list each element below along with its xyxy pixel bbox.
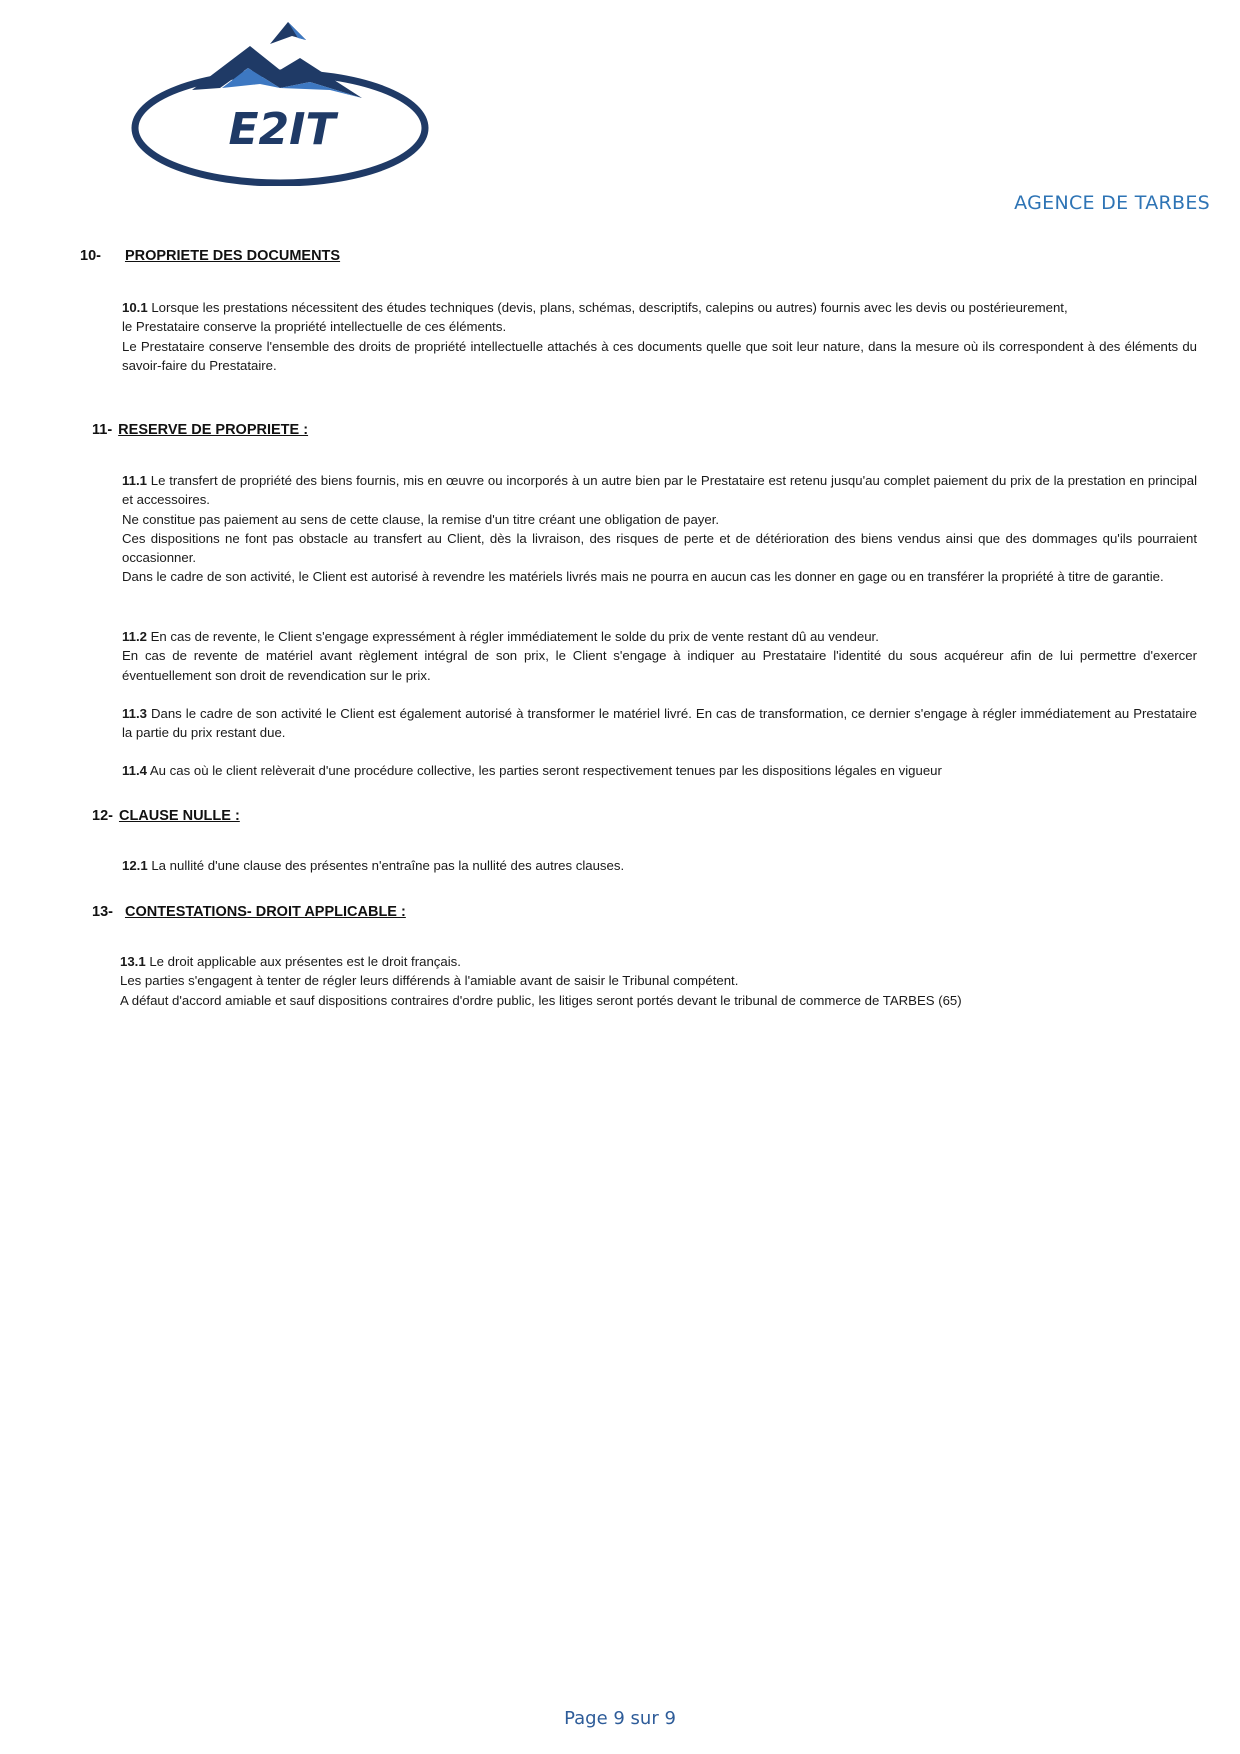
clause-text: Le Prestataire conserve l'ensemble des droits de propriété intellectuelle attachés à ces documents quelle que soit leur nature, dans la mesure où ils correspondent à des éléments du savoir-faire du Prestataire. — [122, 338, 1197, 373]
clause-text: le Prestataire conserve la propriété intellectuelle de ces éléments. — [122, 319, 507, 335]
clause-number: 13.1 — [120, 954, 146, 969]
clause-number: 11.4 — [122, 763, 147, 778]
section-title: RESERVE DE PROPRIETE : — [118, 422, 309, 438]
section-title: CONTESTATIONS- DROIT APPLICABLE : — [124, 904, 406, 920]
section-title: CLAUSE NULLE : — [118, 808, 240, 824]
section-13-heading — [92, 904, 406, 920]
page-number: Page 9 sur 9 — [564, 1708, 676, 1729]
section-12-heading — [92, 808, 240, 824]
clause-text: Le droit applicable aux présentes est le droit français. — [149, 954, 461, 969]
clause-11-1 — [122, 471, 1197, 587]
clause-text: Dans le cadre de son activité, le Client est autorisé à revendre les matériels livrés mais ne pourra en aucun cas les donner en gage ou en transférer la propriété à titre de garantie. — [122, 569, 1164, 585]
clause-12-1 — [122, 856, 1197, 875]
clause-11-2 — [122, 627, 1197, 685]
clause-text: En cas de revente, le Client s'engage expressément à régler immédiatement le solde du prix de vente restant dû au vendeur. — [150, 629, 879, 644]
clause-number: 11.2 — [122, 629, 147, 644]
clause-text: En cas de revente de matériel avant règlement intégral de son prix, le Client s'engage à indiquer au Prestataire l'identité du sous acquéreur afin de lui permettre d'exercer éventuellement son droit de revendication sur le prix. — [122, 648, 1197, 683]
mountain-logo-icon — [130, 18, 430, 186]
clause-text: Les parties s'engagent à tenter de régler leurs différends à l'amiable avant de saisir le Tribunal compétent. — [120, 973, 739, 989]
clause-11-3 — [122, 704, 1197, 743]
section-number: 12- — [92, 808, 113, 824]
clause-number: 11.3 — [122, 706, 147, 721]
agency-name: AGENCE DE TARBES — [1014, 192, 1210, 214]
clause-text: Au cas où le client relèverait d'une procédure collective, les parties seront respectivement tenues par les dispositions légales en vigueur — [149, 763, 942, 778]
clause-number: 11.1 — [122, 473, 147, 488]
section-number: 10- — [80, 248, 101, 264]
clause-text: Le transfert de propriété des biens fournis, mis en œuvre ou incorporés à un autre bien par le Prestataire est retenu jusqu'au complet paiement du prix de la prestation en principal et accessoires. — [122, 473, 1197, 508]
section-10-heading — [80, 248, 340, 264]
clause-13-1 — [120, 952, 1195, 1010]
e2it-logo — [130, 18, 430, 186]
section-title: PROPRIETE DES DOCUMENTS — [124, 248, 341, 264]
clause-10-1 — [122, 298, 1197, 375]
clause-text: Ces dispositions ne font pas obstacle au transfert au Client, dès la livraison, des risques de perte et de détérioration des biens vendus ainsi que des dommages qu'ils pourraient occasionner. — [122, 530, 1197, 566]
logo-text: E2IT — [228, 104, 336, 155]
section-number: 11- — [92, 422, 113, 438]
section-number: 13- — [92, 904, 113, 920]
clause-text: Dans le cadre de son activité le Client est également autorisé à transformer le matériel livré. En cas de transformation, ce dernier s'engage à régler immédiatement au Prestataire la partie du prix restant due. — [122, 706, 1197, 741]
clause-text: Ne constitue pas paiement au sens de cette clause, la remise d'un titre créant une obligation de payer. — [122, 511, 720, 527]
section-11-heading — [92, 422, 308, 438]
clause-11-4 — [122, 761, 1197, 780]
clause-number: 12.1 — [122, 858, 148, 873]
clause-number: 10.1 — [122, 300, 148, 315]
clause-text: Lorsque les prestations nécessitent des études techniques (devis, plans, schémas, descriptifs, calepins ou autres) fournis avec les devis ou postérieurement, — [151, 300, 1068, 315]
clause-text: La nullité d'une clause des présentes n'entraîne pas la nullité des autres clauses. — [151, 858, 625, 873]
clause-text: A défaut d'accord amiable et sauf dispositions contraires d'ordre public, les litiges seront portés devant le tribunal de commerce de TARBES (65) — [120, 992, 962, 1008]
